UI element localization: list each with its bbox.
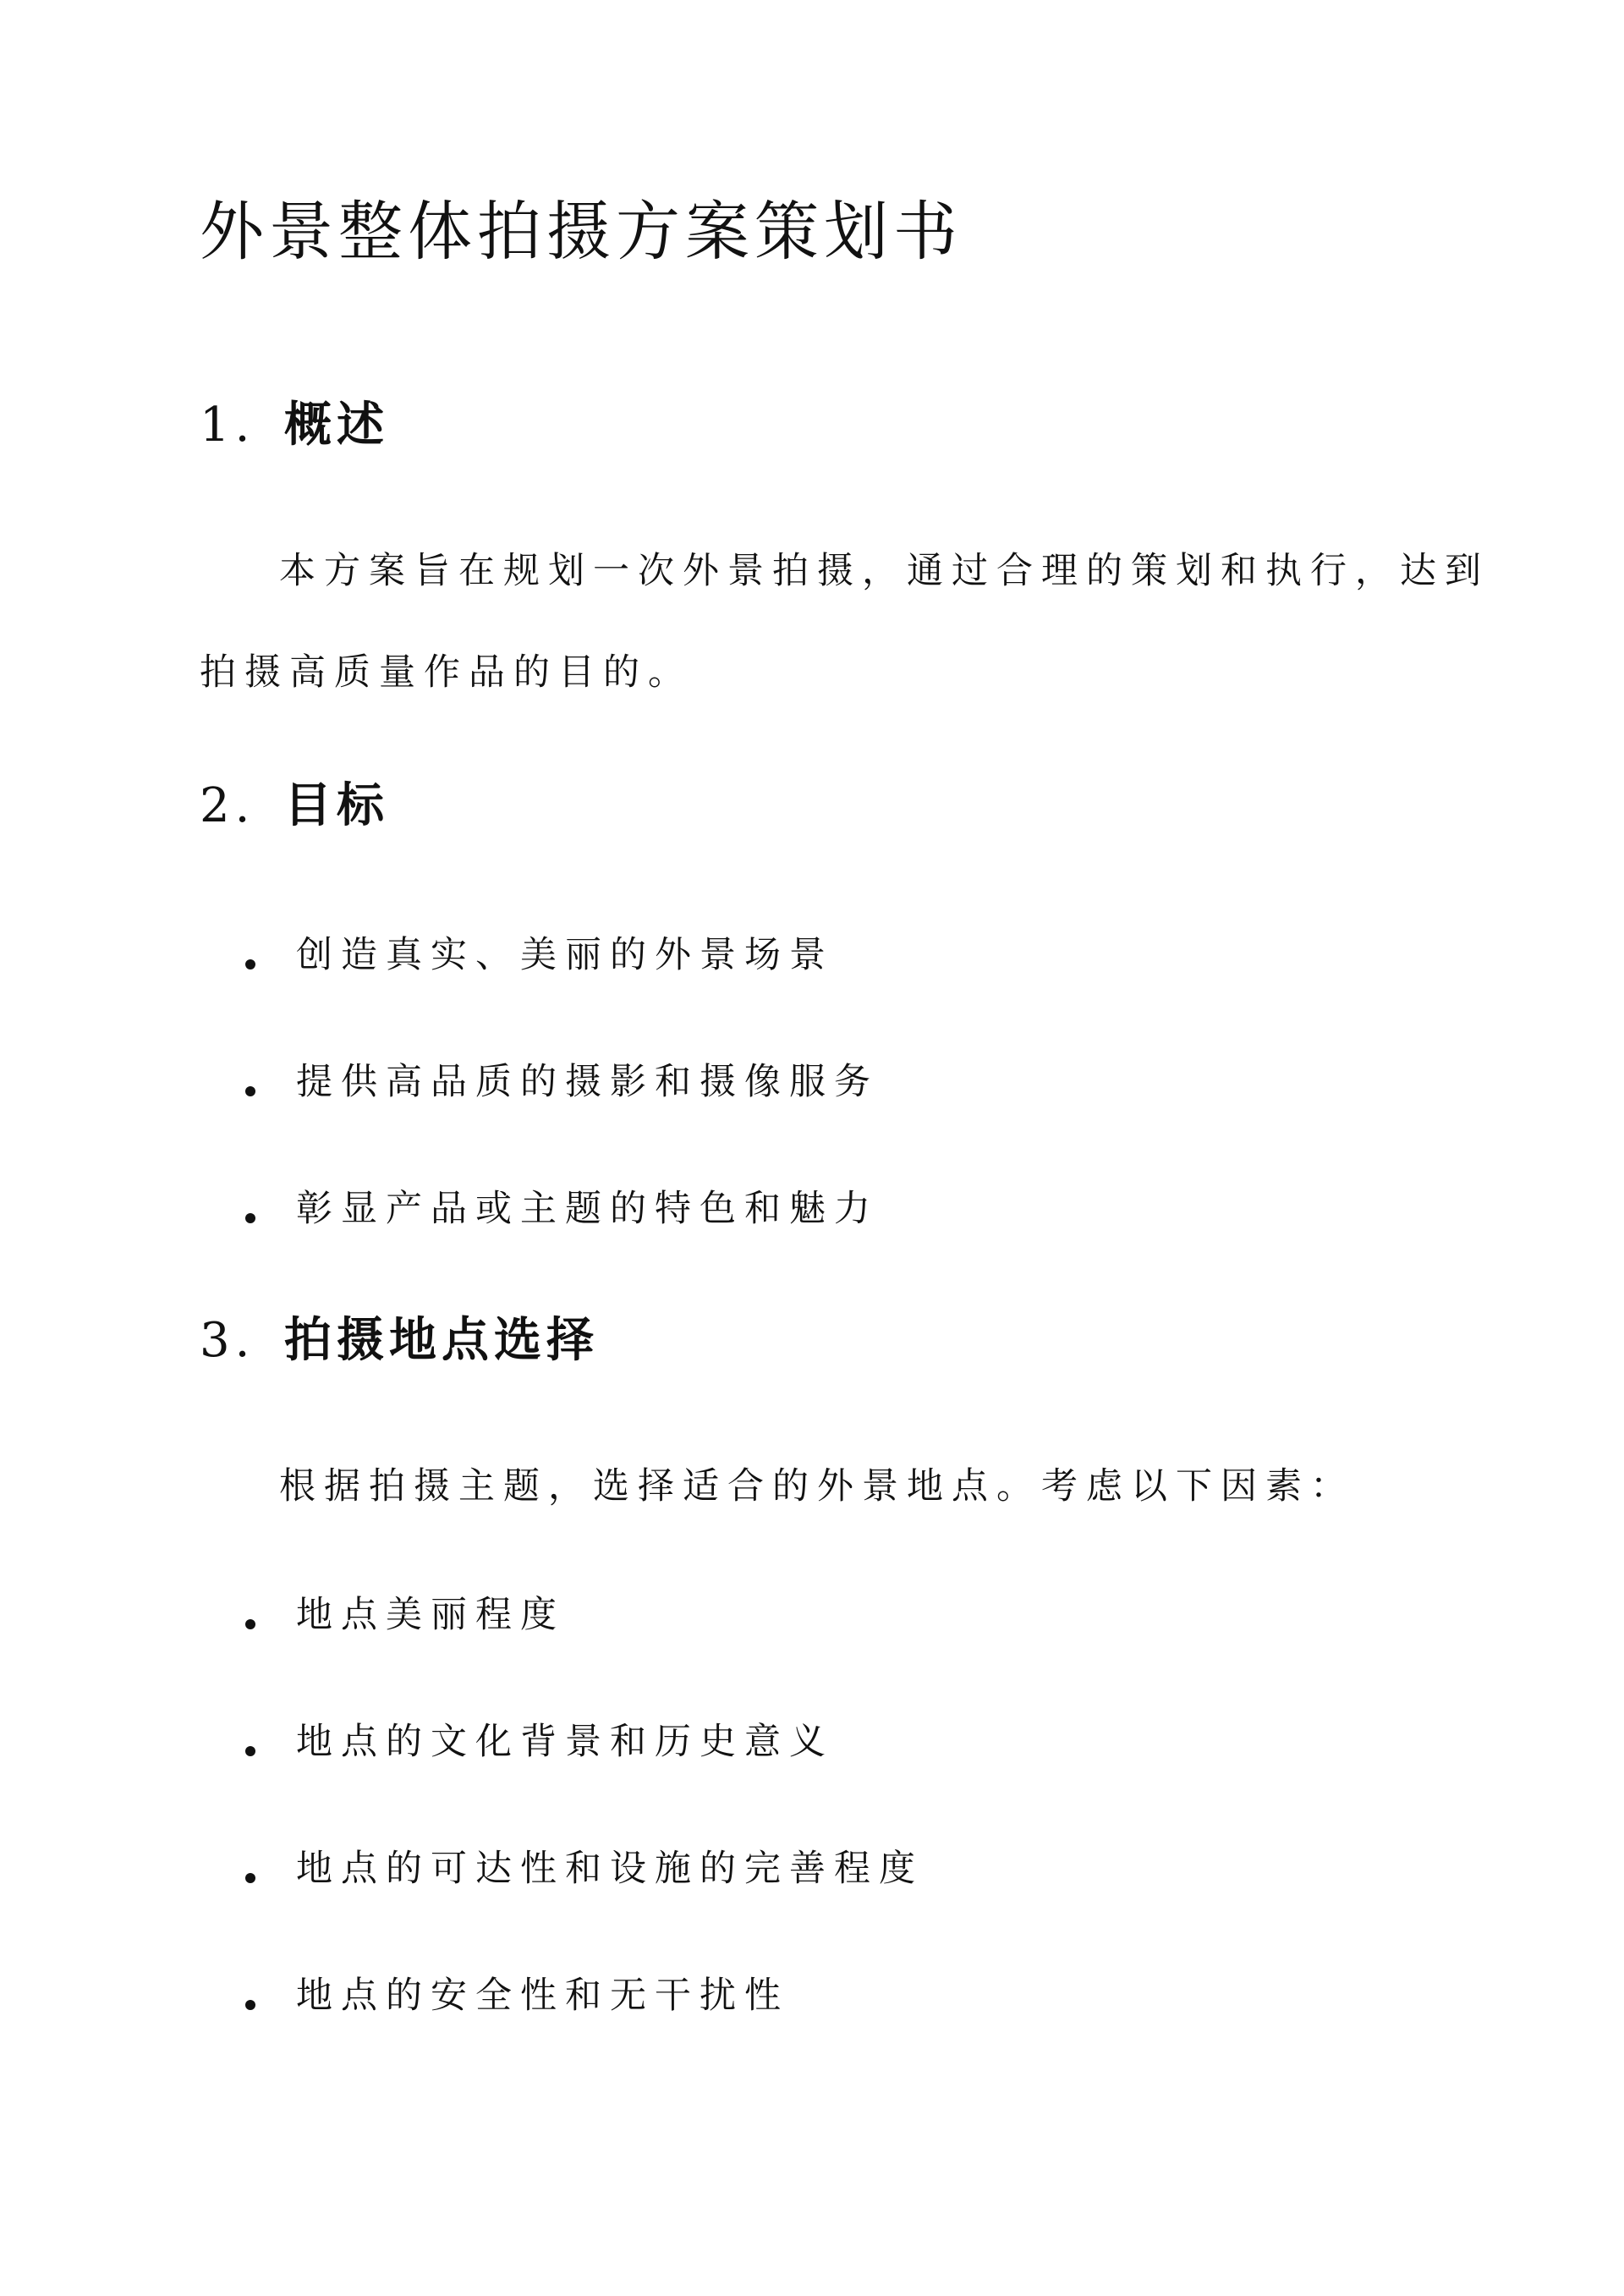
- list-item: 创造真实、美丽的外景场景: [296, 934, 834, 976]
- section-number: 3.: [200, 1313, 255, 1368]
- section-heading-location: [200, 1312, 599, 1368]
- section-heading-overview: [200, 397, 389, 453]
- section-number: 2.: [200, 778, 255, 833]
- bullet-dot: [245, 1619, 255, 1629]
- bullet-dot: [245, 1746, 255, 1756]
- location-intro: 根据拍摄主题，选择适合的外景地点。考虑以下因素：: [279, 1465, 1355, 1508]
- bullet-dot: [245, 959, 255, 969]
- section-heading-goals: [200, 777, 389, 833]
- list-item: 彰显产品或主题的特色和魅力: [296, 1188, 879, 1230]
- section-title: 概述: [284, 397, 389, 453]
- list-item: 地点的文化背景和历史意义: [296, 1721, 834, 1763]
- bullet-dot: [245, 1873, 255, 1883]
- section-title: 目标: [284, 777, 389, 833]
- overview-paragraph-line-1: 本方案旨在规划一次外景拍摄，通过合理的策划和执行，达到: [279, 550, 1490, 592]
- section-number: 1.: [200, 398, 255, 453]
- bullet-dot: [245, 1086, 255, 1096]
- list-item: 地点的安全性和无干扰性: [296, 1975, 789, 2017]
- document-title: 外景整体拍摄方案策划书: [200, 194, 963, 269]
- list-item: 提供高品质的摄影和摄像服务: [296, 1061, 879, 1103]
- section-title: 拍摄地点选择: [284, 1312, 599, 1368]
- overview-paragraph-line-2: 拍摄高质量作品的目的。: [200, 651, 693, 694]
- bullet-dot: [245, 1213, 255, 1223]
- bullet-dot: [245, 2000, 255, 2010]
- list-item: 地点的可达性和设施的完善程度: [296, 1848, 924, 1890]
- list-item: 地点美丽程度: [296, 1594, 565, 1636]
